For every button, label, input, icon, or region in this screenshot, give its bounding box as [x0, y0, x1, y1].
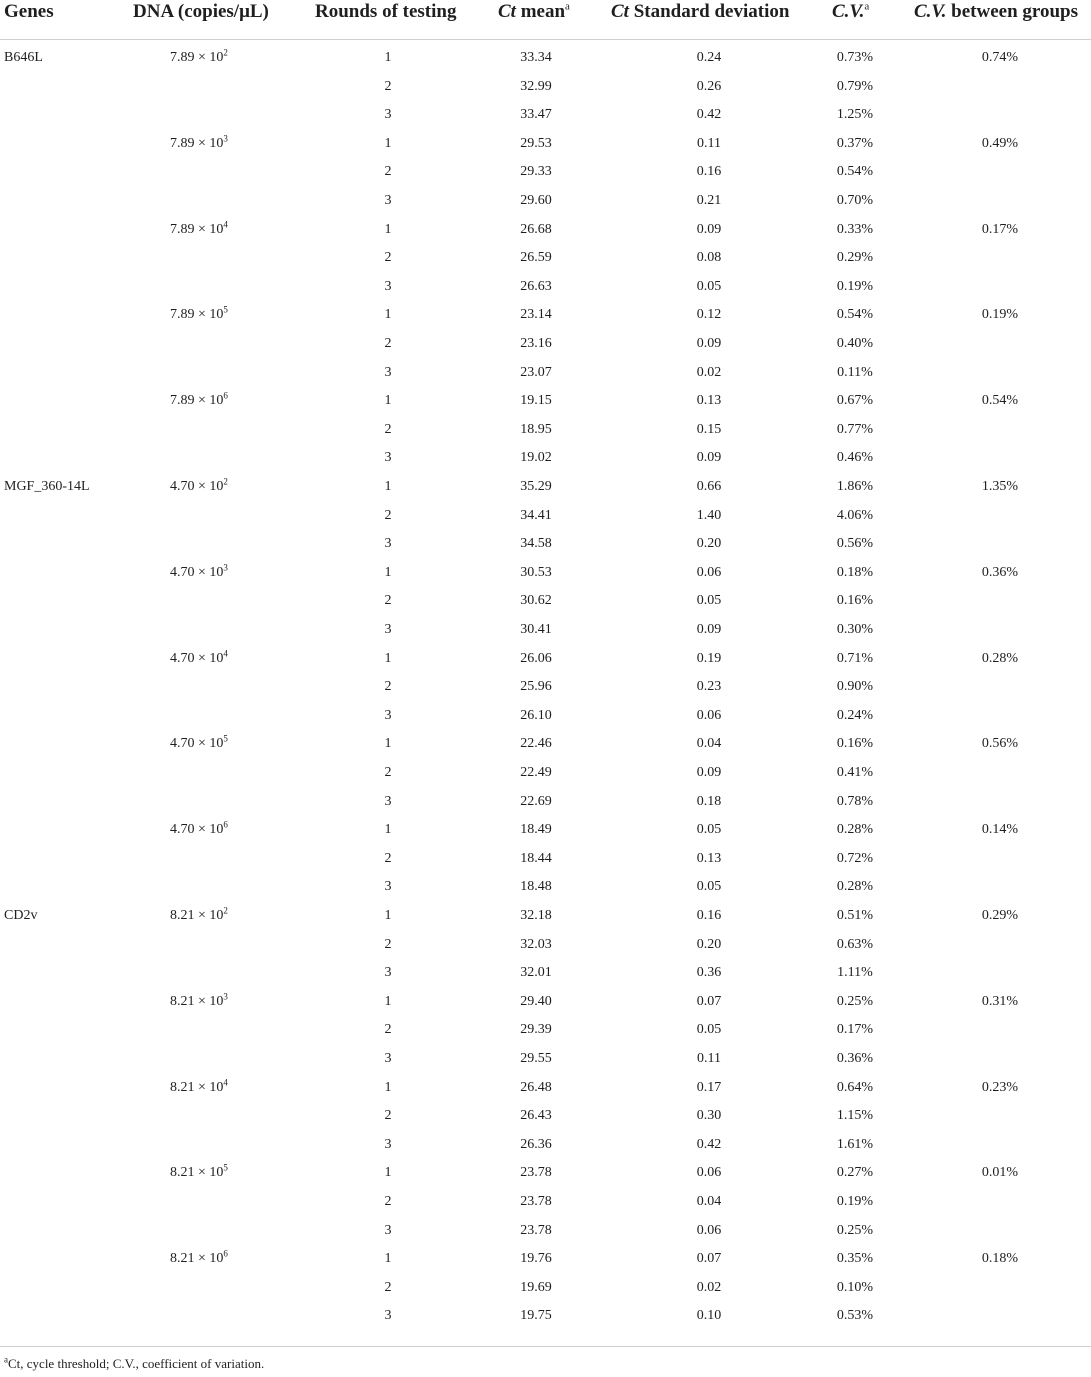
- cv-cell: 4.06%: [836, 507, 874, 523]
- cv-between-cell: 0.36%: [981, 564, 1019, 580]
- ct-sd-cell: 0.02: [696, 364, 722, 380]
- ct-sd-cell: 0.13: [696, 850, 722, 866]
- cv-cell: 1.61%: [836, 1136, 874, 1152]
- table-row: [0, 1194, 1091, 1223]
- ct-sd-cell: 0.12: [696, 307, 722, 323]
- cv-cell: 0.24%: [836, 707, 874, 723]
- cv-cell: 0.77%: [836, 421, 874, 437]
- cv-cell: 0.30%: [836, 622, 874, 637]
- table-row: [0, 765, 1091, 794]
- cv-cell: 0.78%: [836, 793, 874, 809]
- round-cell: 3: [384, 193, 392, 208]
- ct-mean-cell: 32.18: [520, 908, 552, 923]
- cv-cell: 0.16%: [836, 593, 874, 609]
- round-cell: 1: [384, 393, 392, 409]
- ct-mean-cell: 32.01: [520, 965, 552, 981]
- round-cell: 2: [384, 593, 392, 609]
- table-row: [0, 794, 1091, 823]
- ct-mean-cell: 22.49: [520, 765, 552, 780]
- table-row: [0, 708, 1091, 737]
- concentration-base: 8.21 × 10: [170, 908, 224, 923]
- round-cell: 3: [384, 364, 392, 380]
- cv-cell: 0.10%: [836, 1279, 874, 1295]
- cv-cell: 0.63%: [836, 936, 874, 952]
- ct-sd-cell: 0.04: [696, 736, 722, 752]
- cv-between-cell: 0.14%: [981, 822, 1019, 838]
- cv-cell: 0.53%: [836, 1308, 874, 1324]
- header-ct-mean: Ct mean$^a$: [498, 0, 570, 22]
- round-cell: 1: [384, 221, 392, 237]
- concentration-base: 4.70 × 10: [170, 479, 224, 494]
- cv-cell: 0.19%: [836, 278, 874, 294]
- ct-mean-cell: 26.36: [520, 1136, 552, 1152]
- ct-mean-cell: 32.03: [520, 936, 552, 952]
- table-bottom-divider: [0, 1346, 1091, 1347]
- ct-sd-cell: 0.04: [696, 1194, 722, 1209]
- ct-sd-cell: 0.24: [696, 50, 722, 65]
- table-row: [0, 47, 1091, 79]
- ct-mean-cell: 23.78: [520, 1222, 552, 1238]
- round-cell: 3: [384, 879, 392, 895]
- concentration-cell: [170, 133, 240, 152]
- round-cell: 3: [384, 1222, 392, 1238]
- round-cell: 1: [384, 1251, 392, 1267]
- round-cell: 2: [384, 164, 392, 180]
- cv-cell: 0.28%: [836, 822, 874, 838]
- round-cell: 2: [384, 507, 392, 523]
- ct-sd-cell: 0.09: [696, 765, 722, 780]
- table-row: [0, 336, 1091, 365]
- ct-mean-cell: 23.16: [520, 336, 552, 351]
- cv-between-cell: 1.35%: [981, 479, 1019, 494]
- cv-between-cell: 0.49%: [981, 135, 1019, 151]
- ct-sd-cell: 0.17: [696, 1079, 722, 1095]
- ct-sd-cell: 0.16: [696, 164, 722, 180]
- ct-mean-cell: 18.95: [520, 421, 552, 437]
- concentration-cell: [170, 562, 240, 581]
- cv-cell: 0.56%: [836, 536, 874, 552]
- round-cell: 3: [384, 450, 392, 466]
- ct-mean-cell: 33.47: [520, 107, 552, 123]
- table-row: [0, 679, 1091, 708]
- concentration-exponent: 6: [223, 390, 228, 401]
- ct-mean-cell: 25.96: [520, 679, 552, 695]
- table-row: [0, 133, 1091, 165]
- table-row: [0, 593, 1091, 622]
- ct-mean-cell: 26.68: [520, 221, 552, 237]
- table-row: [0, 965, 1091, 994]
- table-row: [0, 1022, 1091, 1051]
- ct-sd-cell: 0.06: [696, 707, 722, 723]
- ct-sd-cell: 0.15: [696, 421, 722, 437]
- ct-mean-cell: 26.06: [520, 650, 552, 666]
- concentration-base: 7.89 × 10: [170, 307, 224, 323]
- ct-mean-cell: 34.58: [520, 536, 552, 552]
- table-row: [0, 450, 1091, 479]
- ct-sd-cell: 0.42: [696, 1136, 722, 1152]
- table-row: [0, 1051, 1091, 1080]
- cv-cell: 0.37%: [836, 135, 874, 151]
- cv-cell: 0.33%: [836, 221, 874, 237]
- table-row: [0, 508, 1091, 537]
- concentration-cell: [170, 304, 240, 323]
- round-cell: 2: [384, 1022, 392, 1038]
- cv-between-cell: 0.56%: [981, 736, 1019, 752]
- ct-sd-cell: 0.20: [696, 936, 722, 952]
- table-row: [0, 164, 1091, 193]
- cv-cell: 0.16%: [836, 736, 874, 752]
- ct-sd-cell: 0.13: [696, 393, 722, 409]
- round-cell: 3: [384, 965, 392, 981]
- ct-sd-cell: 0.09: [696, 336, 722, 351]
- cv-between-cell: 0.54%: [981, 393, 1019, 409]
- table-header: [0, 0, 1091, 40]
- table-row: [0, 304, 1091, 336]
- ct-sd-cell: 0.05: [696, 593, 722, 609]
- cv-between-cell: 0.28%: [981, 650, 1019, 666]
- table-row: [0, 937, 1091, 966]
- table-row: [0, 1308, 1091, 1337]
- ct-mean-cell: 26.43: [520, 1108, 552, 1124]
- cv-cell: 0.29%: [836, 250, 874, 266]
- concentration-exponent: 3: [223, 562, 228, 573]
- header-rounds: Rounds of testing: [315, 1, 457, 22]
- round-cell: 2: [384, 250, 392, 266]
- concentration-exponent: 5: [223, 1162, 228, 1173]
- concentration-exponent: 2: [223, 476, 228, 487]
- round-cell: 1: [384, 479, 392, 494]
- ct-sd-cell: 0.19: [696, 650, 722, 666]
- round-cell: 2: [384, 78, 392, 94]
- ct-sd-cell: 0.18: [696, 793, 722, 809]
- cv-cell: 0.90%: [836, 679, 874, 695]
- table-row: [0, 1223, 1091, 1252]
- round-cell: 1: [384, 650, 392, 666]
- ct-mean-cell: 19.15: [520, 393, 552, 409]
- ct-sd-cell: 0.26: [696, 78, 722, 94]
- ct-mean-cell: 18.49: [520, 822, 552, 838]
- table-row: [0, 819, 1091, 851]
- ct-mean-cell: 29.39: [520, 1022, 552, 1038]
- table-row: [0, 733, 1091, 765]
- ct-mean-cell: 18.44: [520, 850, 552, 866]
- ct-sd-cell: 0.09: [696, 221, 722, 237]
- cv-cell: 0.40%: [836, 336, 874, 351]
- ct-sd-cell: 0.11: [697, 1051, 721, 1066]
- table-row: [0, 250, 1091, 279]
- ct-sd-cell: 1.40: [696, 507, 722, 523]
- round-cell: 2: [384, 336, 392, 351]
- ct-sd-cell: 0.09: [696, 450, 722, 466]
- concentration-base: 4.70 × 10: [170, 564, 224, 580]
- ct-sd-cell: 0.20: [696, 536, 722, 552]
- cv-cell: 0.18%: [836, 564, 874, 580]
- cv-cell: 1.11%: [837, 965, 873, 981]
- ct-sd-cell: 0.05: [696, 278, 722, 294]
- ct-mean-cell: 30.41: [520, 622, 552, 637]
- table-row: [0, 390, 1091, 422]
- concentration-cell: [170, 1248, 240, 1267]
- round-cell: 2: [384, 1279, 392, 1295]
- ct-mean-cell: 29.33: [520, 164, 552, 180]
- ct-mean-cell: 33.34: [520, 50, 552, 65]
- cv-cell: 0.70%: [836, 193, 874, 208]
- concentration-base: 8.21 × 10: [170, 1165, 224, 1181]
- concentration-exponent: 2: [223, 47, 228, 58]
- table-row: [0, 991, 1091, 1023]
- table-row: [0, 1248, 1091, 1280]
- ct-sd-cell: 0.02: [696, 1279, 722, 1295]
- concentration-exponent: 6: [223, 1248, 228, 1259]
- table-row: [0, 1108, 1091, 1137]
- table-row: [0, 562, 1091, 594]
- concentration-exponent: 5: [223, 733, 228, 744]
- ct-mean-cell: 19.02: [520, 450, 552, 466]
- concentration-cell: [170, 476, 240, 495]
- table-row: [0, 107, 1091, 136]
- cv-between-cell: 0.01%: [981, 1165, 1019, 1181]
- ct-sd-cell: 0.05: [696, 879, 722, 895]
- ct-mean-cell: 19.76: [520, 1251, 552, 1267]
- cv-cell: 0.36%: [836, 1051, 874, 1066]
- concentration-exponent: 4: [223, 1076, 228, 1087]
- ct-sd-cell: 0.66: [696, 479, 722, 494]
- ct-sd-cell: 0.23: [696, 679, 722, 695]
- ct-mean-cell: 22.69: [520, 793, 552, 809]
- table-row: [0, 218, 1091, 251]
- concentration-base: 8.21 × 10: [170, 1079, 224, 1095]
- concentration-cell: [170, 905, 240, 924]
- ct-sd-cell: 0.06: [696, 1165, 722, 1181]
- round-cell: 1: [384, 1165, 392, 1181]
- header-divider: [0, 39, 1091, 40]
- round-cell: 1: [384, 50, 392, 65]
- concentration-base: 4.70 × 10: [170, 650, 224, 666]
- table-row: [0, 851, 1091, 880]
- concentration-cell: [170, 819, 240, 838]
- concentration-exponent: 6: [223, 819, 228, 830]
- ct-mean-cell: 29.40: [520, 993, 552, 1009]
- cv-cell: 1.25%: [836, 107, 874, 123]
- concentration-base: 7.89 × 10: [170, 393, 224, 409]
- cv-between-cell: 0.74%: [981, 50, 1019, 65]
- ct-mean-cell: 30.53: [520, 564, 552, 580]
- cv-cell: 0.72%: [836, 850, 874, 866]
- gene-cell: CD2v: [4, 908, 38, 923]
- ct-sd-cell: 0.07: [696, 993, 722, 1009]
- cv-cell: 0.71%: [836, 650, 874, 666]
- ct-sd-cell: 0.06: [696, 564, 722, 580]
- cv-cell: 0.28%: [836, 879, 874, 895]
- round-cell: 2: [384, 936, 392, 952]
- gene-cell: B646L: [4, 50, 43, 65]
- ct-mean-cell: 29.55: [520, 1051, 552, 1066]
- round-cell: 2: [384, 1194, 392, 1209]
- cv-between-cell: 0.23%: [981, 1079, 1019, 1095]
- cv-between-cell: 0.29%: [981, 908, 1019, 923]
- cv-cell: 1.15%: [836, 1108, 874, 1124]
- ct-mean-cell: 29.60: [520, 193, 552, 208]
- round-cell: 1: [384, 135, 392, 151]
- cv-cell: 0.64%: [836, 1079, 874, 1095]
- cv-between-cell: 0.19%: [981, 307, 1019, 323]
- ct-sd-cell: 0.05: [696, 1022, 722, 1038]
- cv-cell: 0.11%: [837, 364, 873, 380]
- concentration-exponent: 3: [223, 133, 228, 144]
- header-cv: C.V.$^a$: [832, 0, 870, 22]
- table-row: [0, 476, 1091, 508]
- round-cell: 1: [384, 736, 392, 752]
- ct-sd-cell: 0.06: [696, 1222, 722, 1238]
- table-row: [0, 905, 1091, 937]
- cv-cell: 0.27%: [836, 1165, 874, 1181]
- ct-mean-cell: 19.75: [520, 1308, 552, 1324]
- round-cell: 1: [384, 1079, 392, 1095]
- concentration-exponent: 4: [223, 647, 228, 658]
- cv-between-cell: 0.31%: [981, 993, 1019, 1009]
- round-cell: 2: [384, 765, 392, 780]
- table-row: [0, 1137, 1091, 1166]
- ct-mean-cell: 23.78: [520, 1165, 552, 1181]
- table-row: [0, 279, 1091, 308]
- concentration-cell: [170, 218, 240, 238]
- round-cell: 1: [384, 307, 392, 323]
- table-row: [0, 879, 1091, 908]
- table-row: [0, 422, 1091, 451]
- round-cell: 2: [384, 1108, 392, 1124]
- concentration-base: 4.70 × 10: [170, 822, 224, 838]
- ct-sd-cell: 0.21: [696, 193, 722, 208]
- concentration-base: 4.70 × 10: [170, 736, 224, 752]
- round-cell: 3: [384, 278, 392, 294]
- round-cell: 2: [384, 421, 392, 437]
- table-row: [0, 79, 1091, 108]
- cv-cell: 0.54%: [836, 307, 874, 323]
- header-cv-between: C.V. between groups: [914, 1, 1079, 22]
- cv-cell: 0.54%: [836, 164, 874, 180]
- ct-mean-cell: 35.29: [520, 479, 552, 494]
- ct-sd-cell: 0.11: [697, 135, 721, 151]
- round-cell: 3: [384, 793, 392, 809]
- round-cell: 3: [384, 1136, 392, 1152]
- ct-sd-cell: 0.42: [696, 107, 722, 123]
- concentration-exponent: 2: [223, 905, 228, 916]
- ct-mean-cell: 18.48: [520, 879, 552, 895]
- cv-cell: 0.51%: [836, 908, 874, 923]
- round-cell: 3: [384, 1308, 392, 1324]
- concentration-base: 8.21 × 10: [170, 1251, 224, 1267]
- cv-cell: 0.79%: [836, 78, 874, 94]
- ct-sd-cell: 0.16: [696, 908, 722, 923]
- cv-cell: 0.17%: [836, 1022, 874, 1038]
- table-footnote: $^a$Ct, cycle threshold; C.V., coefficient of variation.: [4, 1354, 265, 1371]
- header-genes: Genes: [4, 1, 54, 22]
- table-row: [0, 1076, 1091, 1109]
- round-cell: 1: [384, 564, 392, 580]
- ct-mean-cell: 30.62: [520, 593, 552, 609]
- concentration-exponent: 4: [223, 218, 228, 229]
- round-cell: 3: [384, 622, 392, 637]
- cv-cell: 0.41%: [836, 765, 874, 780]
- ct-sd-cell: 0.08: [696, 250, 722, 266]
- ct-sd-cell: 0.09: [696, 622, 722, 637]
- ct-sd-cell: 0.10: [696, 1308, 722, 1324]
- ct-mean-cell: 23.07: [520, 364, 552, 380]
- round-cell: 2: [384, 679, 392, 695]
- header-ct-sd: Ct Standard deviation: [611, 1, 790, 22]
- cv-cell: 0.35%: [836, 1251, 874, 1267]
- round-cell: 1: [384, 822, 392, 838]
- cv-cell: 0.46%: [836, 450, 874, 466]
- ct-mean-cell: 22.46: [520, 736, 552, 752]
- table-row: [0, 365, 1091, 394]
- ct-sd-cell: 0.30: [696, 1108, 722, 1124]
- concentration-cell: [170, 1076, 240, 1096]
- concentration-base: 8.21 × 10: [170, 993, 224, 1009]
- round-cell: 1: [384, 908, 392, 923]
- cv-cell: 1.86%: [836, 479, 874, 494]
- table-row: [0, 1162, 1091, 1194]
- concentration-cell: [170, 647, 240, 667]
- ct-sd-cell: 0.36: [696, 965, 722, 981]
- cv-cell: 0.25%: [836, 1222, 874, 1238]
- ct-mean-cell: 26.59: [520, 250, 552, 266]
- concentration-exponent: 5: [223, 304, 228, 315]
- ct-mean-cell: 26.48: [520, 1079, 552, 1095]
- ct-mean-cell: 26.10: [520, 707, 552, 723]
- table-row: [0, 536, 1091, 565]
- ct-mean-cell: 29.53: [520, 135, 552, 151]
- concentration-exponent: 3: [223, 991, 228, 1002]
- round-cell: 3: [384, 707, 392, 723]
- ct-mean-cell: 32.99: [520, 78, 552, 94]
- table-row: [0, 1280, 1091, 1309]
- table-row: [0, 647, 1091, 680]
- round-cell: 3: [384, 1051, 392, 1066]
- cv-between-cell: 0.18%: [981, 1251, 1019, 1267]
- round-cell: 3: [384, 107, 392, 123]
- gene-cell: MGF_360-14L: [4, 479, 90, 494]
- cv-cell: 0.25%: [836, 993, 874, 1009]
- table-row: [0, 622, 1091, 651]
- concentration-base: 7.89 × 10: [170, 50, 224, 65]
- concentration-base: 7.89 × 10: [170, 135, 224, 151]
- table-row: [0, 193, 1091, 222]
- ct-sd-cell: 0.05: [696, 822, 722, 838]
- concentration-cell: [170, 733, 240, 752]
- header-dna: DNA (copies/μL): [133, 1, 269, 22]
- ct-mean-cell: 23.78: [520, 1194, 552, 1209]
- ct-mean-cell: 34.41: [520, 507, 552, 523]
- ct-mean-cell: 26.63: [520, 278, 552, 294]
- ct-sd-cell: 0.07: [696, 1251, 722, 1267]
- ct-mean-cell: 19.69: [520, 1279, 552, 1295]
- round-cell: 1: [384, 993, 392, 1009]
- round-cell: 2: [384, 850, 392, 866]
- concentration-cell: [170, 991, 240, 1010]
- ct-mean-cell: 23.14: [520, 307, 552, 323]
- concentration-cell: [170, 390, 240, 409]
- cv-cell: 0.67%: [836, 393, 874, 409]
- cv-between-cell: 0.17%: [981, 221, 1019, 237]
- round-cell: 3: [384, 536, 392, 552]
- concentration-cell: [170, 47, 240, 66]
- cv-cell: 0.19%: [836, 1194, 874, 1209]
- cv-cell: 0.73%: [836, 50, 874, 65]
- concentration-base: 7.89 × 10: [170, 221, 224, 237]
- concentration-cell: [170, 1162, 240, 1181]
